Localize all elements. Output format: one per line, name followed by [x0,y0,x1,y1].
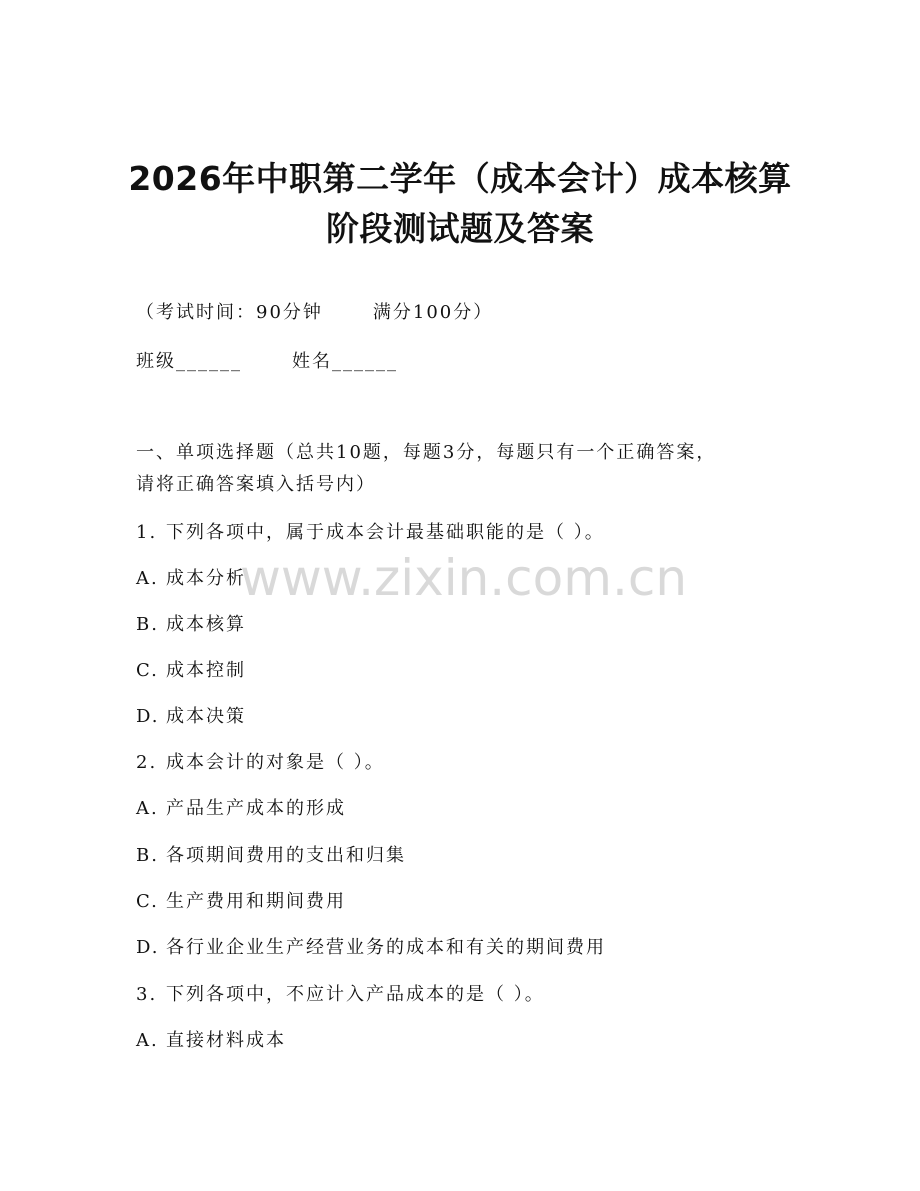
question-text: 下列各项中，属于成本会计最基础职能的是（ ）。 [166,522,605,543]
name-label: 姓名 [292,351,332,372]
option-letter: D. [136,937,160,958]
exam-time: （考试时间：90分钟 [136,302,323,323]
option-letter: A. [136,568,159,589]
watermark: www.zixin.com.cn [240,549,688,607]
option [136,1028,286,1054]
option-text: 成本分析 [166,568,246,589]
option [136,566,246,592]
option [136,843,406,869]
name-blank: ______ [332,351,398,372]
option-text: 各行业企业生产经营业务的成本和有关的期间费用 [166,937,606,958]
question-stem [136,982,545,1008]
option-letter: A. [136,1030,159,1051]
question-number: 1. [136,522,158,543]
option-letter: A. [136,798,159,819]
section-heading-line1: 一、单项选择题（总共10题，每题3分，每题只有一个正确答案， [136,442,717,463]
option-letter: C. [136,660,159,681]
document-title-line2: 阶段测试题及答案 [326,209,594,248]
full-score: 满分100分） [372,302,494,323]
document-title-line1: 2026年中职第二学年（成本会计）成本核算 [128,159,792,198]
option [136,704,246,730]
question-stem [136,520,605,546]
option-letter: B. [136,614,159,635]
option-letter: C. [136,891,159,912]
section-heading-line2: 请将正确答案填入括号内） [136,474,376,495]
option [136,935,606,961]
option-text: 生产费用和期间费用 [166,891,346,912]
option [136,796,346,822]
question-number: 3. [136,984,158,1005]
option-text: 产品生产成本的形成 [166,798,346,819]
question-number: 2. [136,752,158,773]
option-text: 成本控制 [166,660,246,681]
class-label: 班级 [136,351,176,372]
option-text: 成本决策 [166,706,246,727]
option [136,612,246,638]
option-text: 成本核算 [166,614,246,635]
option-letter: D. [136,706,160,727]
student-info-line [136,349,398,375]
option [136,658,246,684]
option-text: 直接材料成本 [166,1030,286,1051]
option [136,889,346,915]
class-blank: ______ [176,351,242,372]
option-letter: B. [136,845,159,866]
option-text: 各项期间费用的支出和归集 [166,845,406,866]
question-stem [136,750,385,776]
question-text: 成本会计的对象是（ ）。 [166,752,385,773]
exam-info-line [136,300,493,326]
question-text: 下列各项中，不应计入产品成本的是（ ）。 [166,984,545,1005]
